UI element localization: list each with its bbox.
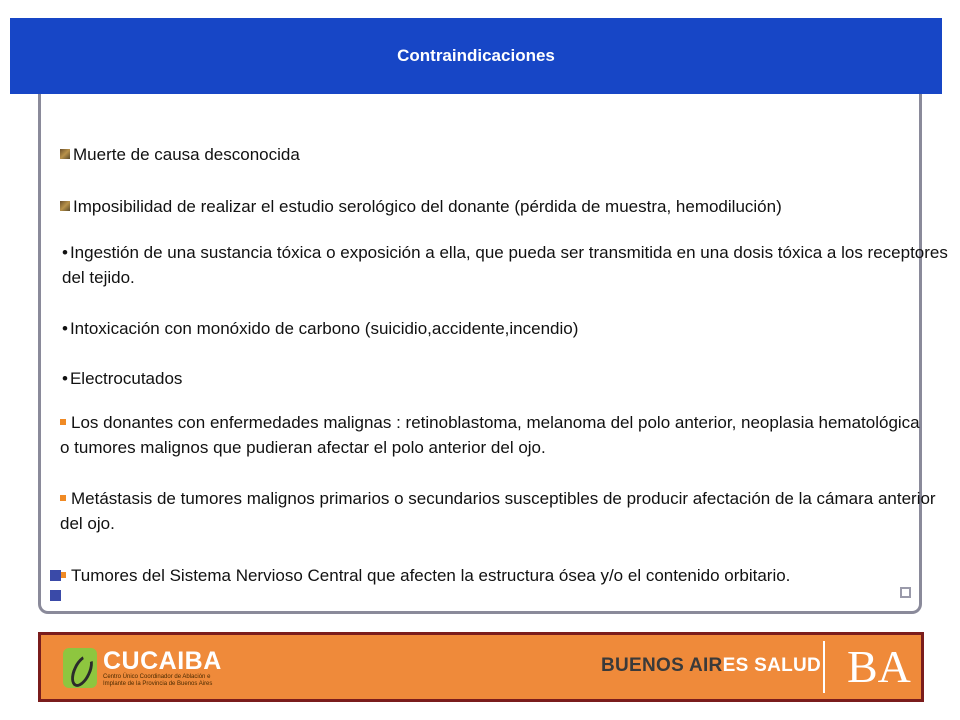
decorative-square-icon (50, 590, 61, 601)
list-item-text: Electrocutados (69, 369, 183, 388)
ba-logo: BA (847, 641, 911, 692)
cucaiba-logo-icon (63, 648, 97, 688)
list-item (60, 410, 922, 460)
bullet-dot-icon: • (62, 319, 68, 338)
list-item-text: Intoxicación con monóxido de carbono (suicidio,accidente,incendio) (69, 319, 579, 338)
bullet-image-icon (60, 149, 70, 159)
slide-title: Contraindicaciones (397, 46, 555, 65)
list-item (62, 240, 958, 290)
list-item (60, 142, 920, 167)
footer-divider (823, 641, 825, 693)
list-item (60, 486, 958, 536)
list-item-text: Metástasis de tumores malignos primarios o secundarios susceptibles de producir afectación de la cámara anterior del ojo. (60, 489, 936, 533)
bullet-image-icon (60, 201, 70, 211)
list-item-text: Ingestión de una sustancia tóxica o exposición a ella, que pueda ser transmitida en una dosis tóxica a los receptores del tejido. (62, 243, 948, 287)
logo-name: CUCAIBA (103, 647, 222, 675)
bullet-square-icon (60, 419, 66, 425)
list-item (62, 366, 922, 391)
bullet-dot-icon: • (62, 243, 68, 262)
buenos-aires-salud-label: BUENOS AIRES SALUD (601, 655, 822, 676)
decorative-outline-square-icon (900, 587, 911, 598)
logo-subtitle: Centro Único Coordinador de Ablación e Implante de la Provincia de Buenos Aires (103, 674, 213, 687)
list-item (62, 316, 922, 341)
list-item (60, 194, 920, 219)
list-item (60, 563, 900, 588)
list-item-text: Tumores del Sistema Nervioso Central que afecten la estructura ósea y/o el contenido orbitario. (71, 566, 791, 585)
cucaiba-logo (63, 644, 223, 692)
footer-banner (38, 632, 924, 702)
bullet-dot-icon: • (62, 369, 68, 388)
decorative-square-icon (50, 570, 61, 581)
list-item-text: Los donantes con enfermedades malignas : retinoblastoma, melanoma del polo anterior, neoplasia hematológica o tumores malignos que pudieran afectar el polo anterior del ojo. (60, 413, 920, 457)
list-item-text: Imposibilidad de realizar el estudio serológico del donante (pérdida de muestra, hemodilución) (73, 197, 782, 216)
bullet-square-icon (60, 495, 66, 501)
list-item-text: Muerte de causa desconocida (73, 145, 300, 164)
title-bar (10, 18, 942, 94)
